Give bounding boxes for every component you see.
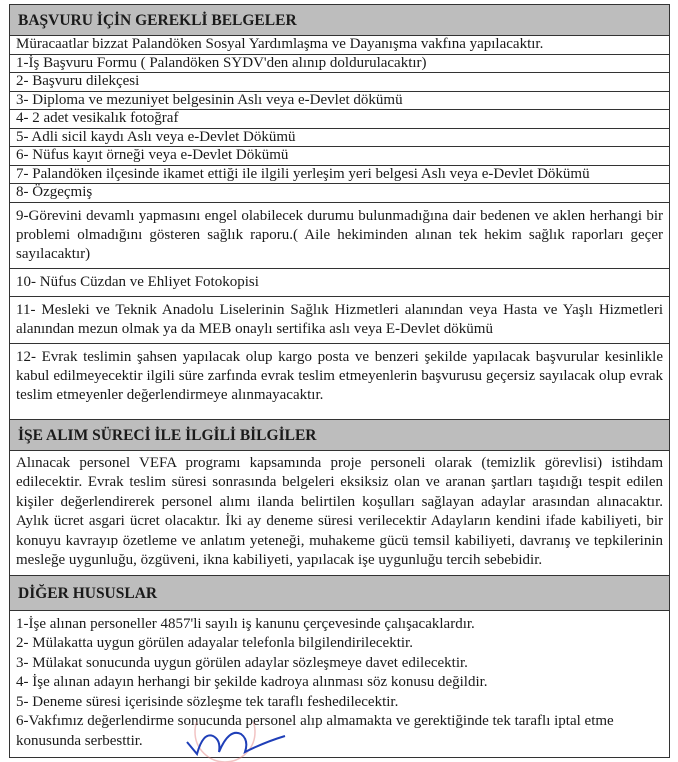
list-item: Müracaatlar bizzat Palandöken Sosyal Yardımlaşma ve Dayanışma vakfına yapılacaktır. (10, 36, 669, 55)
list-item: 1-İş Başvuru Formu ( Palandöken SYDV'den alınıp doldurulacaktır) (10, 55, 669, 74)
list-item: 4- 2 adet vesikalık fotoğraf (10, 110, 669, 129)
section-heading-hiring-process: İŞE ALIM SÜRECİ İLE İLGİLİ BİLGİLER (10, 420, 669, 451)
list-item: 2- Başvuru dilekçesi (10, 73, 669, 92)
list-item: 3- Diploma ve mezuniyet belgesinin Aslı veya e-Devlet dökümü (10, 92, 669, 111)
list-item: 1-İşe alınan personeller 4857'li sayılı iş kanunu çerçevesinde çalışacaklardır. (16, 615, 475, 632)
list-item: 5- Deneme süresi içerisinde sözleşme tek taraflı feshedilecektir. (16, 693, 399, 710)
list-item: 9-Görevini devamlı yapmasını engel olabilecek durumu bulunmadığına dair bedenen ve aklen herhangi bir problemi olmadığını gösteren sağlık raporu.( Aile hekiminden alınan tek hekim sağlık raporları geçer sayılacaktır) (10, 203, 669, 269)
hiring-process-text: Alınacak personel VEFA programı kapsamında proje personeli olarak (temizlik görevlisi) istihdam edilecektir. Evrak teslim süresi sonrasında belgeleri eksiksiz olan ve aranan şartları taşıdığı tespit edilen kişiler değerlendirerek personel alımı ilanda belirtilen koşulları sağlayan adaylar arasından alınacaktır. Aylık ücret asgari ücret olacaktır. İki ay deneme süresi verilecektir Adayların kendini ifade kabiliyeti, bir konuyu kavrayıp özetleme ve anlatım yeteneği, muhakeme gücü temsil kabiliyeti, davranış ve tepkilerinin mesleğe uygunluğu, özgüveni, ikna kabiliyeti, yapılacak işe uygunluğu tercih sebebidir. (10, 451, 669, 576)
section-heading-required-documents: BAŞVURU İÇİN GEREKLİ BELGELER (10, 5, 669, 36)
list-item: 8- Özgeçmiş (10, 184, 669, 203)
list-item: 11- Mesleki ve Teknik Anadolu Liselerinin Sağlık Hizmetleri alanından veya Hasta ve Yaşlı Hizmetleri alanından mezun olmak ya da MEB onaylı sertifika aslı veya E-Devlet dökümü (10, 297, 669, 344)
list-item: 7- Palandöken ilçesinde ikamet ettiği ile ilgili yerleşim yeri belgesi Aslı veya e-Devlet Dökümü (10, 166, 669, 185)
list-item: 5- Adli sicil kaydı Aslı veya e-Devlet Dökümü (10, 129, 669, 148)
list-item: 2- Mülakatta uygun görülen adayalar telefonla bilgilendirilecektir. (16, 635, 413, 651)
document (9, 4, 670, 758)
list-item: 6- Nüfus kayıt örneği veya e-Devlet Dökümü (10, 147, 669, 166)
section-heading-other-matters: DİĞER HUSUSLAR (10, 576, 669, 611)
signature-stamp (185, 722, 305, 762)
list-item: 10- Nüfus Cüzdan ve Ehliyet Fotokopisi (10, 269, 669, 297)
list-item: 12- Evrak teslimin şahsen yapılacak olup kargo posta ve benzeri şekilde yapılacak başvurular kesinlikle kabul edilmeyecektir ilgili süre zarfında evrak teslim etmeyenlerin başvurusu geçersiz sayılacak olup evrak teslim etmeyenler değerlendirmeye alınmayacaktır. (10, 344, 669, 420)
list-item: 6-Vakfımız değerlendirme sonucunda personel alıp almamakta ve gerektiğinde tek taraflı iptal etme konusunda serbesttir. (16, 713, 614, 749)
other-matters-list (10, 611, 669, 758)
list-item: 4- İşe alınan adayın herhangi bir şekilde kadroya alınması söz konusu değildir. (16, 674, 488, 690)
list-item: 3- Mülakat sonucunda uygun görülen adaylar sözleşmeye davet edilecektir. (16, 654, 468, 671)
